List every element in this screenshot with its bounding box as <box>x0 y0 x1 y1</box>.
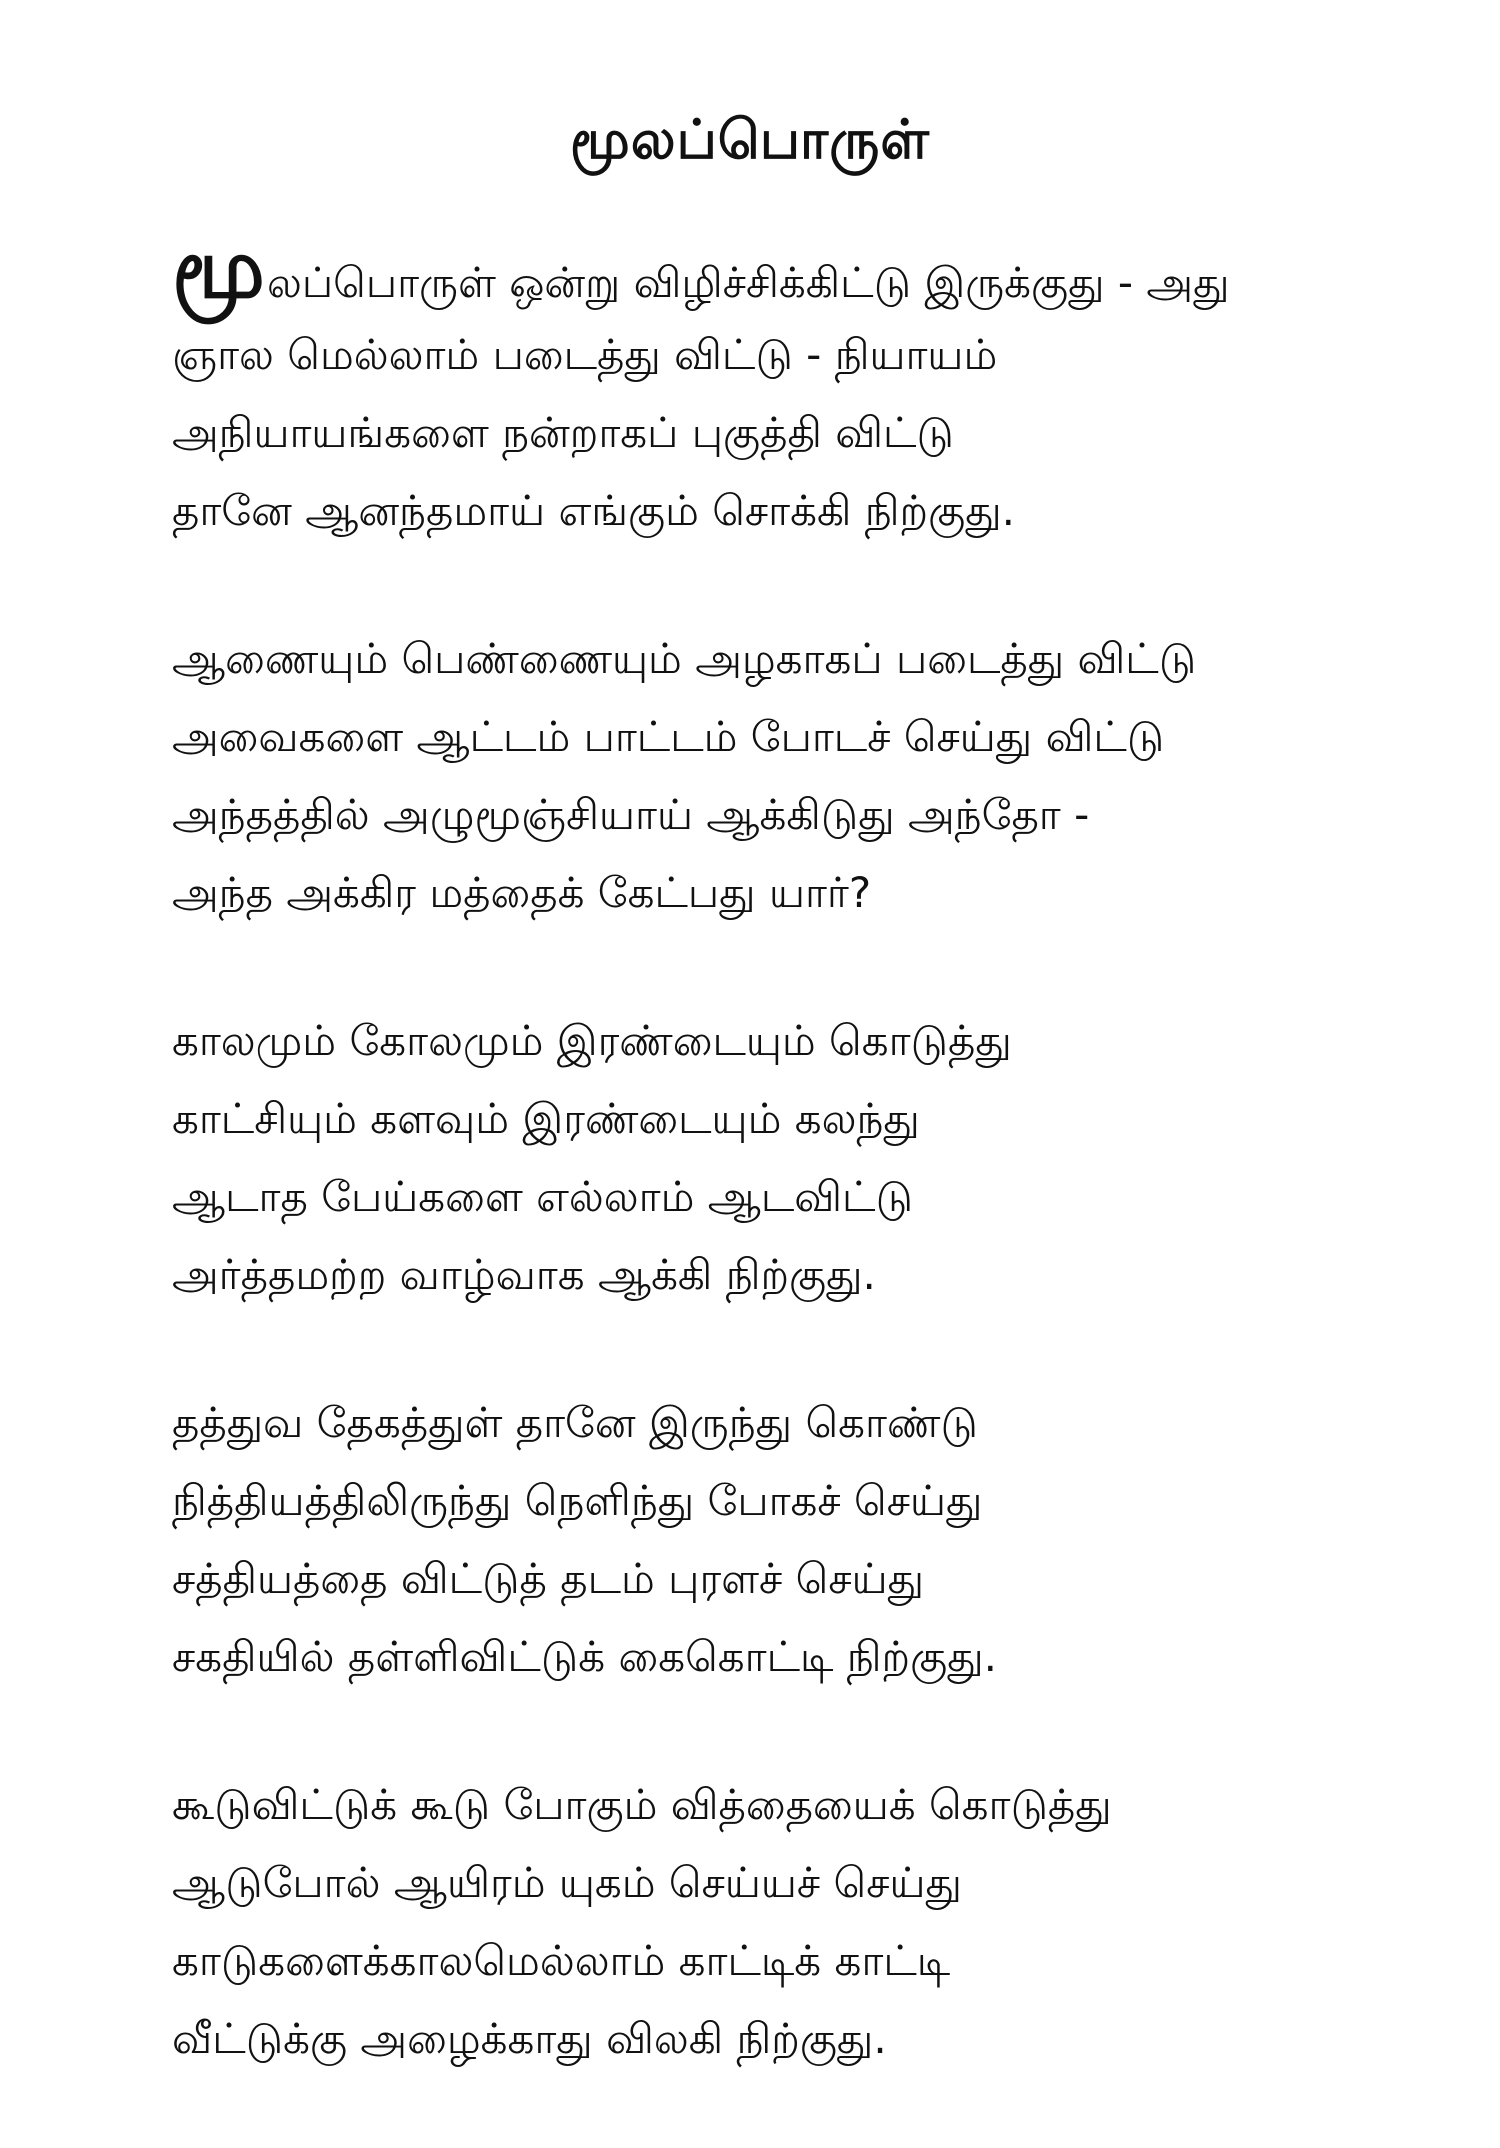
poem-line: ஆடுபோல் ஆயிரம் யுகம் செய்யச் செய்து <box>172 1858 962 1907</box>
poem-line: அந்த அக்கிர மத்தைக் கேட்பது யார்? <box>172 868 872 917</box>
poem-line: அந்தத்தில் அழுமூஞ்சியாய் ஆக்கிடுது அந்தோ - <box>172 790 1090 839</box>
poem-line: வீட்டுக்கு அழைக்காது விலகி நிற்குது. <box>172 2014 887 2063</box>
poem-line: காட்சியும் களவும் இரண்டையும் கலந்து <box>172 1094 920 1143</box>
poem-line: அநியாயங்களை நன்றாகப் புகுத்தி விட்டு <box>172 408 954 457</box>
poem-body <box>172 219 1432 2148</box>
poem-line: கூடுவிட்டுக் கூடு போகும் வித்தையைக் கொடுத்து <box>172 1780 1112 1829</box>
poem-title: மூலப்பொருள் <box>569 108 930 171</box>
poem-line: காலமும் கோலமும் இரண்டையும் கொடுத்து <box>172 1016 1012 1065</box>
poem-line: ஆடாத பேய்களை எல்லாம் ஆடவிட்டு <box>172 1172 913 1221</box>
poem-line: சகதியில் தள்ளிவிட்டுக் கைகொட்டி நிற்குது. <box>172 1632 997 1681</box>
stanza-5 <box>172 1766 1432 2078</box>
poem-line: அர்த்தமற்ற வாழ்வாக ஆக்கி நிற்குது. <box>172 1250 876 1299</box>
stanza-4 <box>172 1384 1432 1696</box>
poem-line: அவைகளை ஆட்டம் பாட்டம் போடச் செய்து விட்டு <box>172 712 1165 761</box>
poem-line: சத்தியத்தை விட்டுத் தடம் புரளச் செய்து <box>172 1554 925 1603</box>
poem-line: காடுகளைக்காலமெல்லாம் காட்டிக் காட்டி <box>172 1936 951 1985</box>
poem-line: ஆணையும் பெண்ணையும் அழகாகப் படைத்து விட்டு <box>172 634 1197 683</box>
first-line-text: லப்பொருள் ஒன்று விழிச்சிக்கிட்டு இருக்குது - அது <box>267 258 1230 307</box>
stanza-1 <box>172 219 1432 550</box>
stanza-2 <box>172 620 1432 932</box>
stanza-3 <box>172 1002 1432 1314</box>
poem-line: தானே ஆனந்தமாய் எங்கும் சொக்கி நிற்குது. <box>172 486 1015 535</box>
poem-line: ஞால மெல்லாம் படைத்து விட்டு - நியாயம் <box>172 330 998 379</box>
poem-line <box>172 219 1432 317</box>
poem-line: தத்துவ தேகத்துள் தானே இருந்து கொண்டு <box>172 1398 978 1447</box>
dropcap: மூ <box>172 219 266 317</box>
poem-line: நித்தியத்திலிருந்து நெளிந்து போகச் செய்து <box>172 1476 983 1525</box>
